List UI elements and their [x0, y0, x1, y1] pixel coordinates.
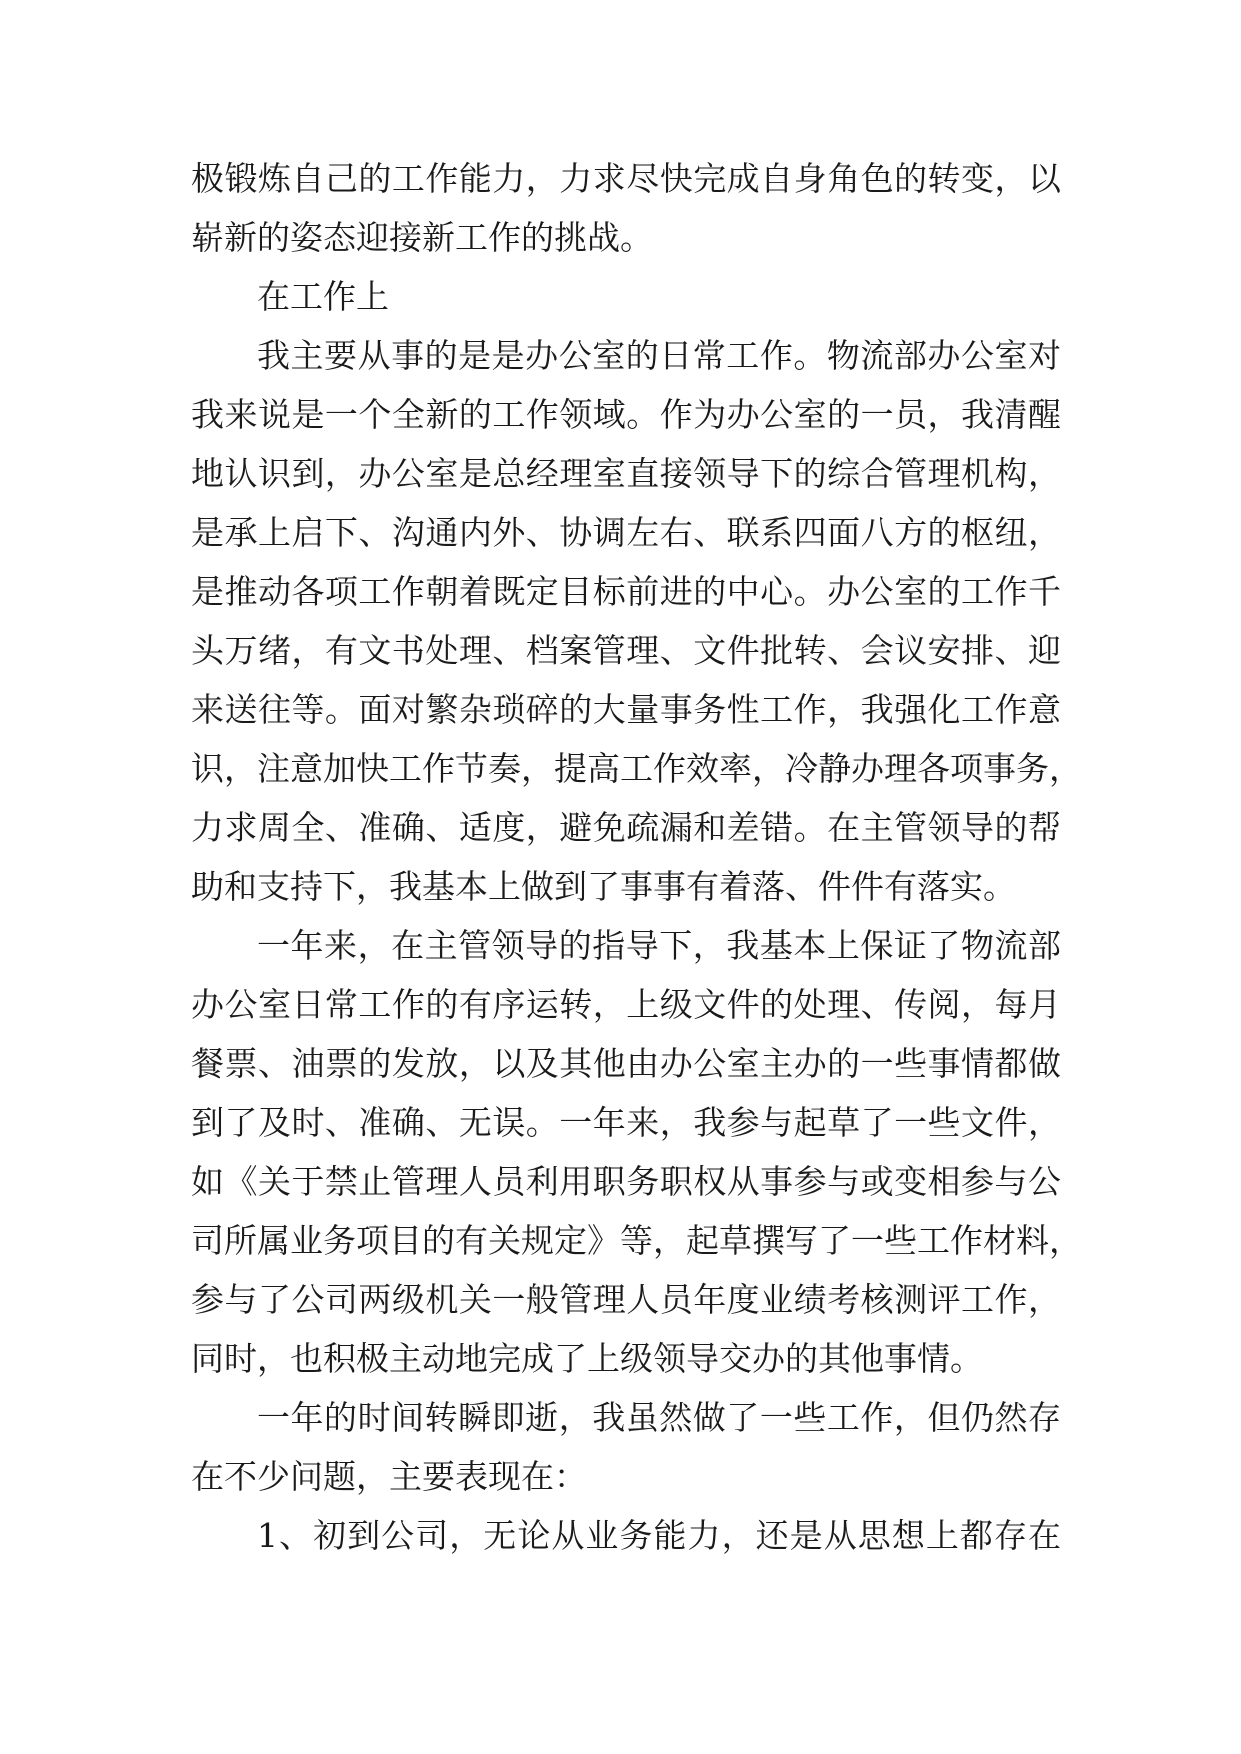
text-line: 极锻炼自己的工作能力，力求尽快完成自身角色的转变，以 [191, 159, 1061, 198]
text-line: 是推动各项工作朝着既定目标前进的中心。办公室的工作千 [191, 572, 1061, 611]
text-line: 来送往等。面对繁杂琐碎的大量事务性工作，我强化工作意 [191, 690, 1061, 729]
text-line: 头万绪，有文书处理、档案管理、文件批转、会议安排、迎 [191, 631, 1061, 670]
text-line: 同时，也积极主动地完成了上级领导交办的其他事情。 [191, 1339, 983, 1378]
text-line: 一年来，在主管领导的指导下，我基本上保证了物流部 [257, 926, 1061, 965]
text-line: 如《关于禁止管理人员利用职务职权从事参与或变相参与公 [191, 1162, 1061, 1201]
text-line: 到了及时、准确、无误。一年来，我参与起草了一些文件， [191, 1103, 1061, 1142]
text-line: 1、初到公司，无论从业务能力，还是从思想上都存在 [257, 1516, 1061, 1555]
text-line: 是承上启下、沟通内外、协调左右、联系四面八方的枢纽， [191, 513, 1061, 552]
text-line: 识，注意加快工作节奏，提高工作效率，冷静办理各项事务， [191, 749, 1082, 788]
text-line: 在工作上 [257, 277, 389, 316]
text-line: 在不少问题，主要表现在： [191, 1457, 587, 1496]
text-line: 地认识到，办公室是总经理室直接领导下的综合管理机构， [191, 454, 1061, 493]
text-line: 我来说是一个全新的工作领域。作为办公室的一员，我清醒 [191, 395, 1061, 434]
text-line: 办公室日常工作的有序运转，上级文件的处理、传阅，每月 [191, 985, 1061, 1024]
text-line: 一年的时间转瞬即逝，我虽然做了一些工作，但仍然存 [257, 1398, 1061, 1437]
text-line: 司所属业务项目的有关规定》等，起草撰写了一些工作材料， [191, 1221, 1082, 1260]
text-line: 助和支持下，我基本上做到了事事有着落、件件有落实。 [191, 867, 1016, 906]
document-body [191, 149, 1082, 1565]
text-line: 餐票、油票的发放，以及其他由办公室主办的一些事情都做 [191, 1044, 1061, 1083]
text-line: 力求周全、准确、适度，避免疏漏和差错。在主管领导的帮 [191, 808, 1061, 847]
text-line: 参与了公司两级机关一般管理人员年度业绩考核测评工作， [191, 1280, 1061, 1319]
text-line: 我主要从事的是是办公室的日常工作。物流部办公室对 [257, 336, 1061, 375]
text-line: 崭新的姿态迎接新工作的挑战。 [191, 218, 653, 257]
